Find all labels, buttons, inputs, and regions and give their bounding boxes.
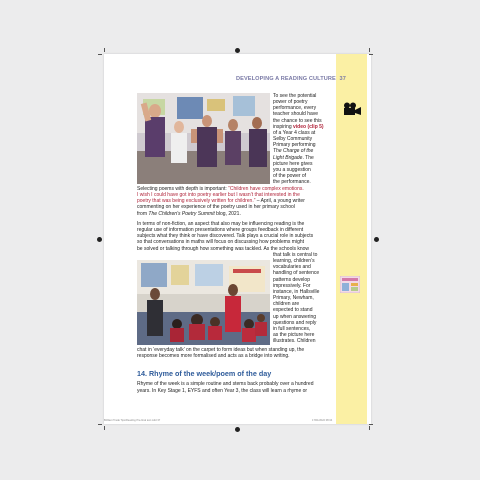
- section-heading: 14. Rhyme of the week/poem of the day: [137, 369, 272, 378]
- paragraph-line: handling of sentence: [273, 270, 320, 277]
- photo-poetry-performance: [137, 93, 270, 184]
- header-title: DEVELOPING A READING CULTURE: [236, 76, 336, 82]
- sidebar-text: [273, 93, 335, 185]
- sidebar-line: The Charge of the: [273, 148, 314, 155]
- paragraph-line: so that conversations in maths will focus on discussing how problems might: [137, 239, 305, 246]
- sidebar-line: Selby Community: [273, 136, 313, 143]
- paragraph-line: expected to stand: [273, 307, 313, 314]
- text-segment: – April, a young writer: [255, 198, 305, 205]
- crop-mark: [104, 426, 105, 430]
- quote-text: poetry that was being exclusively written for children.”: [137, 198, 256, 205]
- video-camera-icon: [342, 102, 362, 116]
- paragraph-line: impressively. For: [273, 282, 311, 289]
- carpet-paragraph: [137, 347, 337, 359]
- sidebar-line: of a Year 4 class at: [273, 129, 316, 136]
- paragraph-line: as the picture here: [273, 332, 315, 339]
- text-segment: blog, 2021.: [214, 210, 241, 217]
- running-header: [236, 76, 346, 82]
- talk-side-text: [273, 252, 335, 344]
- text-segment: from: [137, 210, 149, 217]
- crop-mark: [369, 424, 373, 425]
- paragraph-line: commenting on her experience of the poetry used in her primary school: [137, 204, 295, 211]
- crop-mark: [98, 54, 102, 55]
- paragraph-line: that talk is central to: [273, 252, 318, 258]
- quote-text: “Children have complex emotions.: [228, 186, 304, 192]
- sidebar-text-segment: . The: [302, 154, 314, 161]
- crop-mark: [369, 48, 370, 52]
- paragraph-line: learning, children’s: [273, 258, 315, 265]
- registration-mark: [374, 237, 379, 242]
- video-link[interactable]: video (clip 5): [293, 123, 324, 130]
- sidebar-line: picture here gives: [273, 160, 313, 167]
- paragraph-line: illustrates. Children: [273, 338, 316, 345]
- paragraph-line: regular use of information presentations where groups feedback in different: [137, 227, 304, 234]
- registration-mark: [235, 48, 240, 53]
- footer-slug-right: 17/01/2022 08:34: [312, 419, 333, 422]
- talk-paragraph: [137, 221, 337, 252]
- sidebar-line: the chance to see this: [273, 117, 322, 124]
- quote-paragraph: [137, 186, 337, 217]
- paragraph-line: questions and reply: [273, 319, 317, 326]
- paragraph-line: In terms of non-fiction, an aspect that also may be influencing reading is the: [137, 221, 305, 227]
- paragraph-line: years. In Key Stage 1, EYFS and often Year 3, the class will learn a rhyme or: [137, 387, 308, 394]
- paragraph-line: chat in ‘everyday talk’ on the carpet to form ideas but when standing up, the: [137, 347, 305, 353]
- section-paragraph: [137, 381, 337, 394]
- crop-mark: [369, 426, 370, 430]
- page-number: 37: [339, 76, 346, 82]
- registration-mark: [235, 427, 240, 432]
- photo-classroom-carpet: [137, 260, 270, 345]
- sidebar-line: teacher should have: [273, 111, 319, 118]
- paragraph-line: Rhyme of the week is a simple routine and stems back probably over a hundred: [137, 381, 314, 387]
- paragraph-line: [137, 211, 337, 217]
- sidebar-line: you a suggestion: [273, 166, 311, 173]
- sidebar-line: power of poetry: [273, 99, 308, 106]
- paragraph-line: be solved or talking through how something was tackled. As the schools know: [137, 245, 310, 252]
- paragraph-line: subjects what they think or have discovered. Talk plays a crucial role in subjects: [137, 233, 314, 240]
- footer-slug-left: Brilliant Trade Tips/Reading Pre-final text.indd 37: [104, 419, 161, 422]
- sidebar-line: Primary performing: [273, 142, 316, 149]
- crop-mark: [369, 54, 373, 55]
- text-segment: Selecting poems with depth is important:: [137, 186, 229, 192]
- sidebar-text-segment: Light Brigade: [273, 154, 303, 161]
- crop-mark: [98, 424, 102, 425]
- sidebar-line: the performance.: [273, 179, 311, 186]
- crop-mark: [104, 48, 105, 52]
- paragraph-line: patterns develop: [273, 276, 310, 283]
- paragraph-line: children are: [273, 301, 300, 308]
- sidebar-line: performance, every: [273, 105, 317, 112]
- paragraph-line: vocabularies and: [273, 264, 311, 271]
- source-title: The Children’s Poetry Summit: [148, 210, 215, 217]
- paragraph-line: in full sentences,: [273, 325, 311, 332]
- paragraph-line: instance, in Hallsville: [273, 288, 320, 295]
- registration-mark: [97, 237, 102, 242]
- paragraph-line: up when answering: [273, 313, 317, 320]
- sidebar-line: To see the potential: [273, 93, 317, 99]
- sidebar-text-segment: inspiring: [273, 123, 294, 130]
- paragraph-line: Primary, Newham,: [273, 295, 314, 302]
- thumbnail-image: [340, 276, 360, 293]
- paragraph-line: response becomes more formalised and acts as a bridge into writing.: [137, 353, 290, 360]
- sidebar-line: of the power of: [273, 173, 307, 180]
- quote-text: I wish I could have got into poetry earlier but I wasn’t that interested in the: [137, 192, 300, 199]
